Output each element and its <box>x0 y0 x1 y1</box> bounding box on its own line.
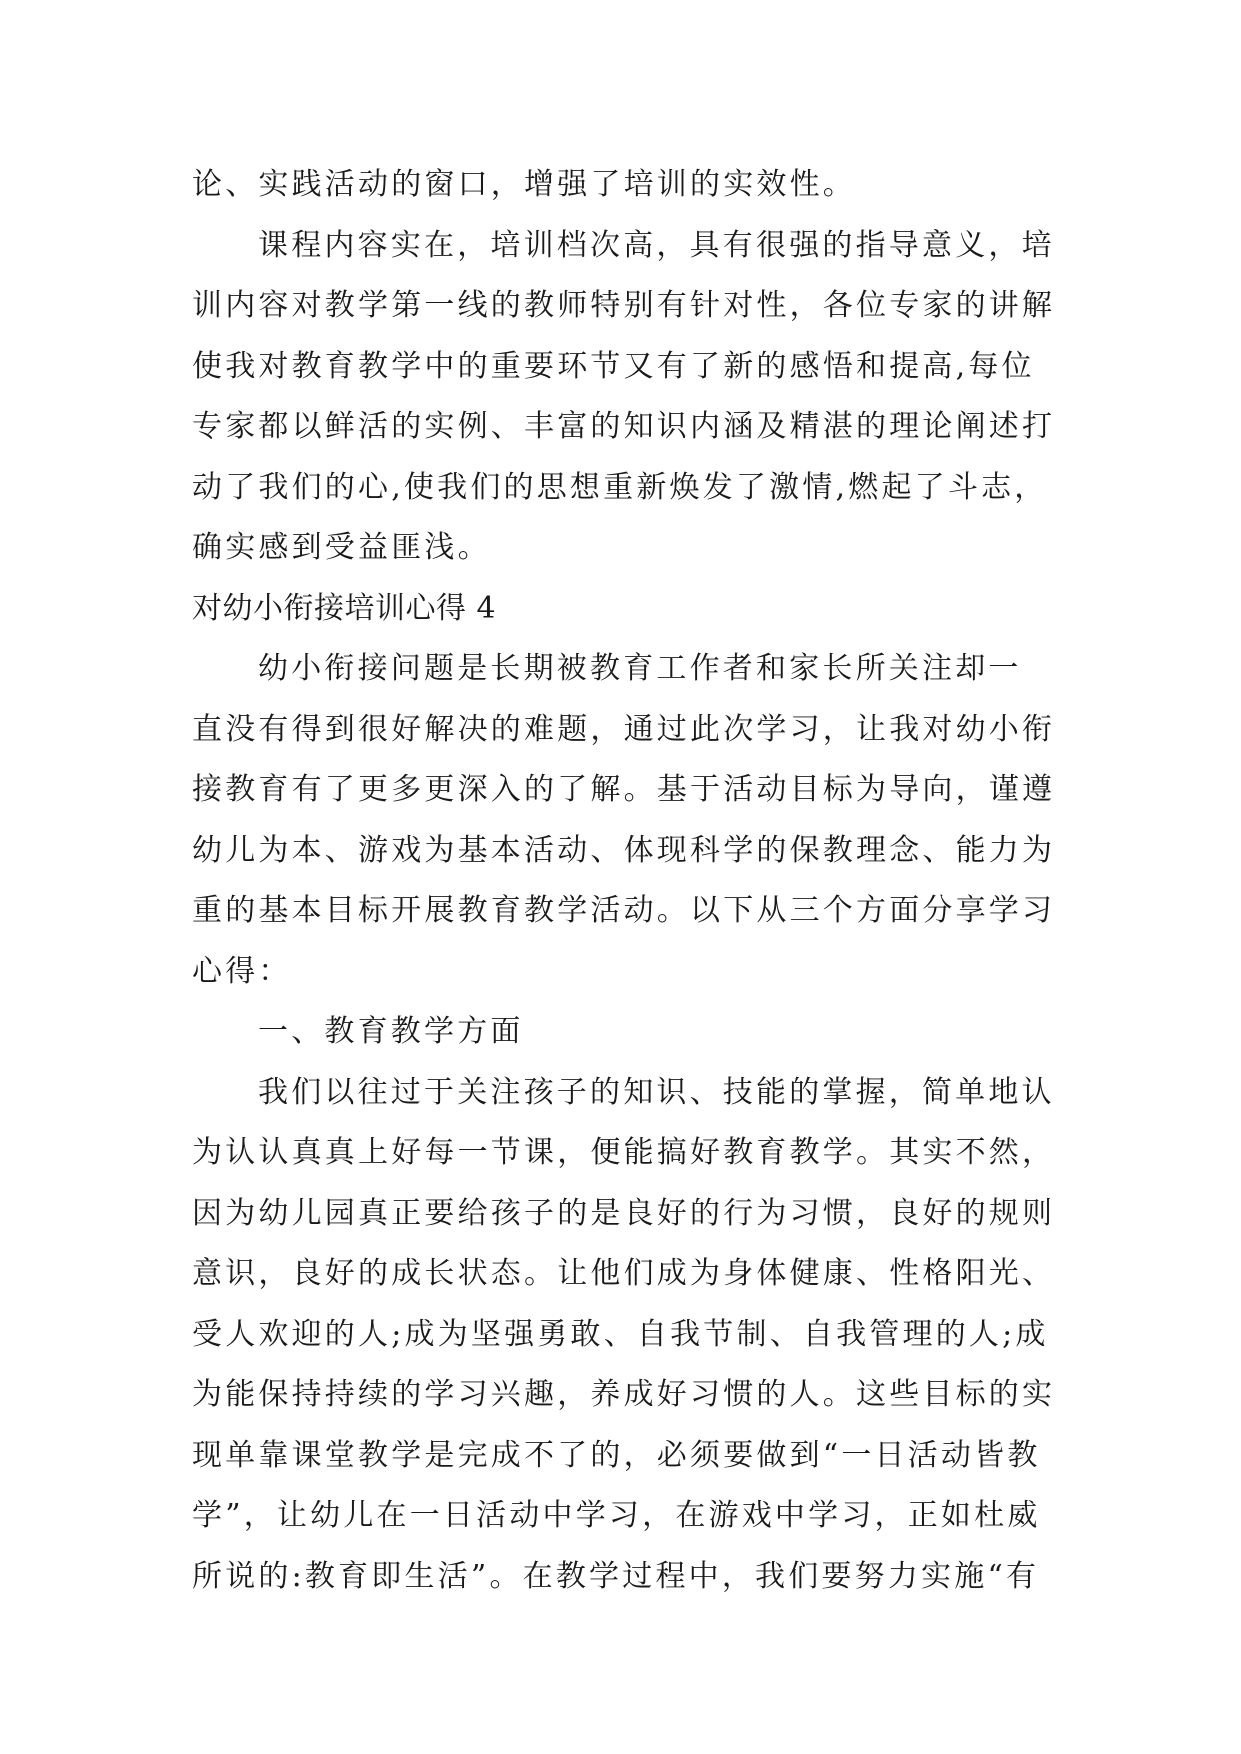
paragraph-2 <box>192 216 1062 579</box>
text-line: 学”，让幼儿在一日活动中学习，在游戏中学习，正如杜威 <box>192 1498 1041 1533</box>
text-line: 确实感到受益匪浅。 <box>192 530 491 565</box>
text-line: 专家都以鲜活的实例、丰富的知识内涵及精湛的理论阐述打 <box>192 409 1056 444</box>
text-line: 意识，良好的成长状态。让他们成为身体健康、性格阳光、 <box>192 1256 1056 1291</box>
paragraph-4 <box>192 1063 1062 1608</box>
text-line: 现单靠课堂教学是完成不了的，必须要做到“一日活动皆教 <box>192 1437 1041 1473</box>
text-line: 心得： <box>192 953 292 989</box>
section-title: 对幼小衔接培训心得 4 <box>192 590 497 626</box>
text-line: 幼儿为本、游戏为基本活动、体现科学的保教理念、能力为 <box>192 832 1056 868</box>
text-line: 使我对教育教学中的重要环节又有了新的感悟和提高,每位 <box>192 348 1035 384</box>
text-line: 为认认真真上好每一节课，便能搞好教育教学。其实不然， <box>192 1135 1056 1170</box>
text-line: 训内容对教学第一线的教师特别有针对性，各位专家的讲解 <box>192 288 1056 323</box>
text-line: 幼小衔接问题是长期被教育工作者和家长所关注却一 <box>258 651 1022 686</box>
text-line: 因为幼儿园真正要给孩子的是良好的行为习惯，良好的规则 <box>192 1195 1056 1231</box>
text-line: 我们以往过于关注孩子的知识、技能的掌握，简单地认 <box>258 1074 1055 1110</box>
text-line: 所说的:教育即生活”。在教学过程中，我们要努力实施“有 <box>192 1558 1040 1594</box>
text-line: 直没有得到很好解决的难题，通过此次学习，让我对幼小衔 <box>192 711 1056 747</box>
subheading: 一、教育教学方面 <box>258 1014 524 1049</box>
text-line: 受人欢迎的人;成为坚强勇敢、自我节制、自我管理的人;成 <box>192 1316 1049 1352</box>
text-line: 论、实践活动的窗口，增强了培训的实效性。 <box>192 167 856 202</box>
text-line: 重的基本目标开展教育教学活动。以下从三个方面分享学习 <box>192 893 1056 928</box>
text-line: 为能保持持续的学习兴趣，养成好习惯的人。这些目标的实 <box>192 1377 1056 1412</box>
paragraph-1 <box>192 155 1062 216</box>
paragraph-3 <box>192 639 1062 1002</box>
text-line: 接教育有了更多更深入的了解。基于活动目标为导向，谨遵 <box>192 772 1056 807</box>
text-line: 课程内容实在，培训档次高，具有很强的指导意义，培 <box>258 227 1055 263</box>
document-body <box>192 155 1062 1607</box>
text-line: 动了我们的心,使我们的思想重新焕发了激情,燃起了斗志， <box>192 469 1048 505</box>
